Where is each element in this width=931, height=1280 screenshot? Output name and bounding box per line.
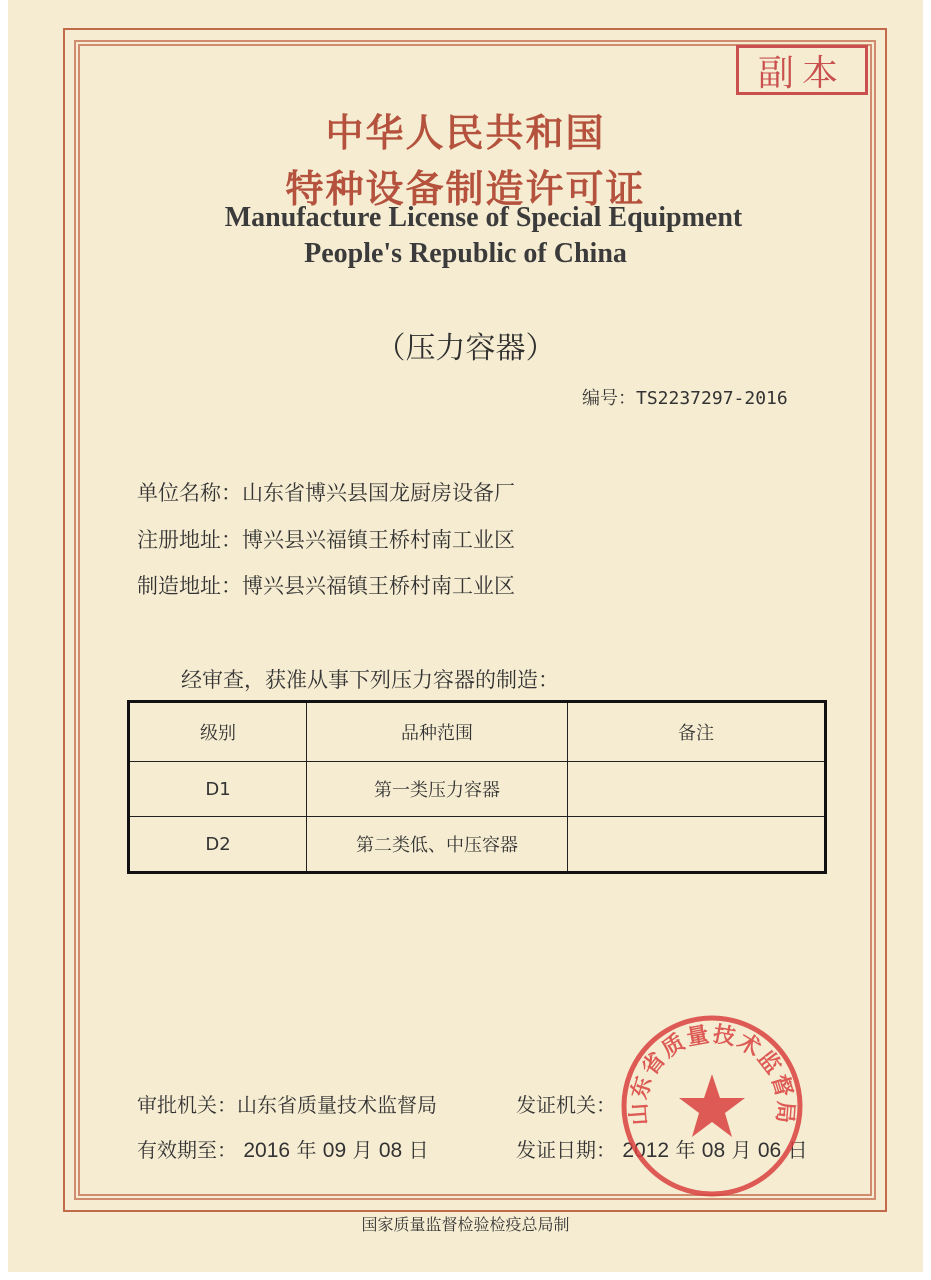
issuing-body-footer: 国家质量监督检验检疫总局制 [361, 1215, 570, 1234]
title-en-line1: Manufacture License of Special Equipment [224, 202, 743, 233]
copy-stamp-label: 副本 [757, 52, 846, 94]
registered-address-label: 注册地址： [137, 528, 242, 552]
approval-authority-value: 山东省质量技术监督局 [237, 1093, 437, 1117]
serial-label: 编号： [582, 388, 636, 409]
copy-stamp [736, 45, 868, 95]
year-char: 年 [296, 1138, 317, 1162]
issuer-label: 发证机关： [516, 1093, 616, 1117]
year-char: 年 [675, 1138, 696, 1162]
table-row [129, 817, 826, 873]
scope-table-header [129, 702, 826, 762]
cell-remark [568, 817, 826, 873]
valid-until-label: 有效期至： [137, 1138, 237, 1162]
issuer-row [516, 1089, 616, 1118]
header-level: 级别 [129, 702, 307, 762]
valid-until-row [137, 1134, 429, 1163]
header-range: 品种范围 [307, 702, 568, 762]
cell-range: 第一类压力容器 [307, 762, 568, 817]
valid-day: 08 [378, 1139, 403, 1162]
seal-text-path: 山东省质量技术监督局 [626, 1022, 798, 1126]
issue-year: 2012 [622, 1139, 670, 1162]
seal-star-icon [679, 1074, 745, 1137]
approval-authority-label: 审批机关： [137, 1093, 237, 1117]
registered-address-value: 博兴县兴福镇王桥村南工业区 [242, 528, 515, 552]
approval-authority-row [137, 1089, 437, 1118]
day-char: 日 [408, 1138, 429, 1162]
scope-table [127, 700, 827, 874]
valid-year: 2016 [243, 1139, 291, 1162]
cell-remark [568, 762, 826, 817]
issue-day: 06 [757, 1139, 782, 1162]
cell-level: D2 [129, 817, 307, 873]
day-char: 日 [787, 1138, 808, 1162]
manufacturing-address-value: 博兴县兴福镇王桥村南工业区 [242, 574, 515, 598]
cell-range: 第二类低、中压容器 [307, 817, 568, 873]
valid-month: 09 [322, 1139, 347, 1162]
issue-month: 08 [701, 1139, 726, 1162]
month-char: 月 [731, 1138, 752, 1162]
manufacturing-address-row [137, 570, 515, 600]
month-char: 月 [352, 1138, 373, 1162]
unit-name-row [137, 477, 515, 507]
serial-number [582, 384, 788, 410]
header-remark: 备注 [568, 702, 826, 762]
cell-level: D1 [129, 762, 307, 817]
table-row [129, 762, 826, 817]
registered-address-row [137, 524, 515, 554]
unit-name-value: 山东省博兴县国龙厨房设备厂 [242, 481, 515, 505]
serial-value: TS2237297-2016 [636, 388, 788, 409]
equipment-category: （压力容器） [375, 331, 556, 366]
official-seal [618, 1012, 806, 1200]
title-cn-line1: 中华人民共和国 [325, 111, 606, 155]
unit-name-label: 单位名称： [137, 481, 242, 505]
title-cn-line2: 特种设备制造许可证 [285, 167, 646, 211]
manufacturing-address-label: 制造地址： [137, 574, 242, 598]
approval-intro: 经审查，获准从事下列压力容器的制造： [181, 668, 559, 692]
title-en-line2: People's Republic of China [304, 238, 627, 269]
issue-date-label: 发证日期： [516, 1138, 616, 1162]
